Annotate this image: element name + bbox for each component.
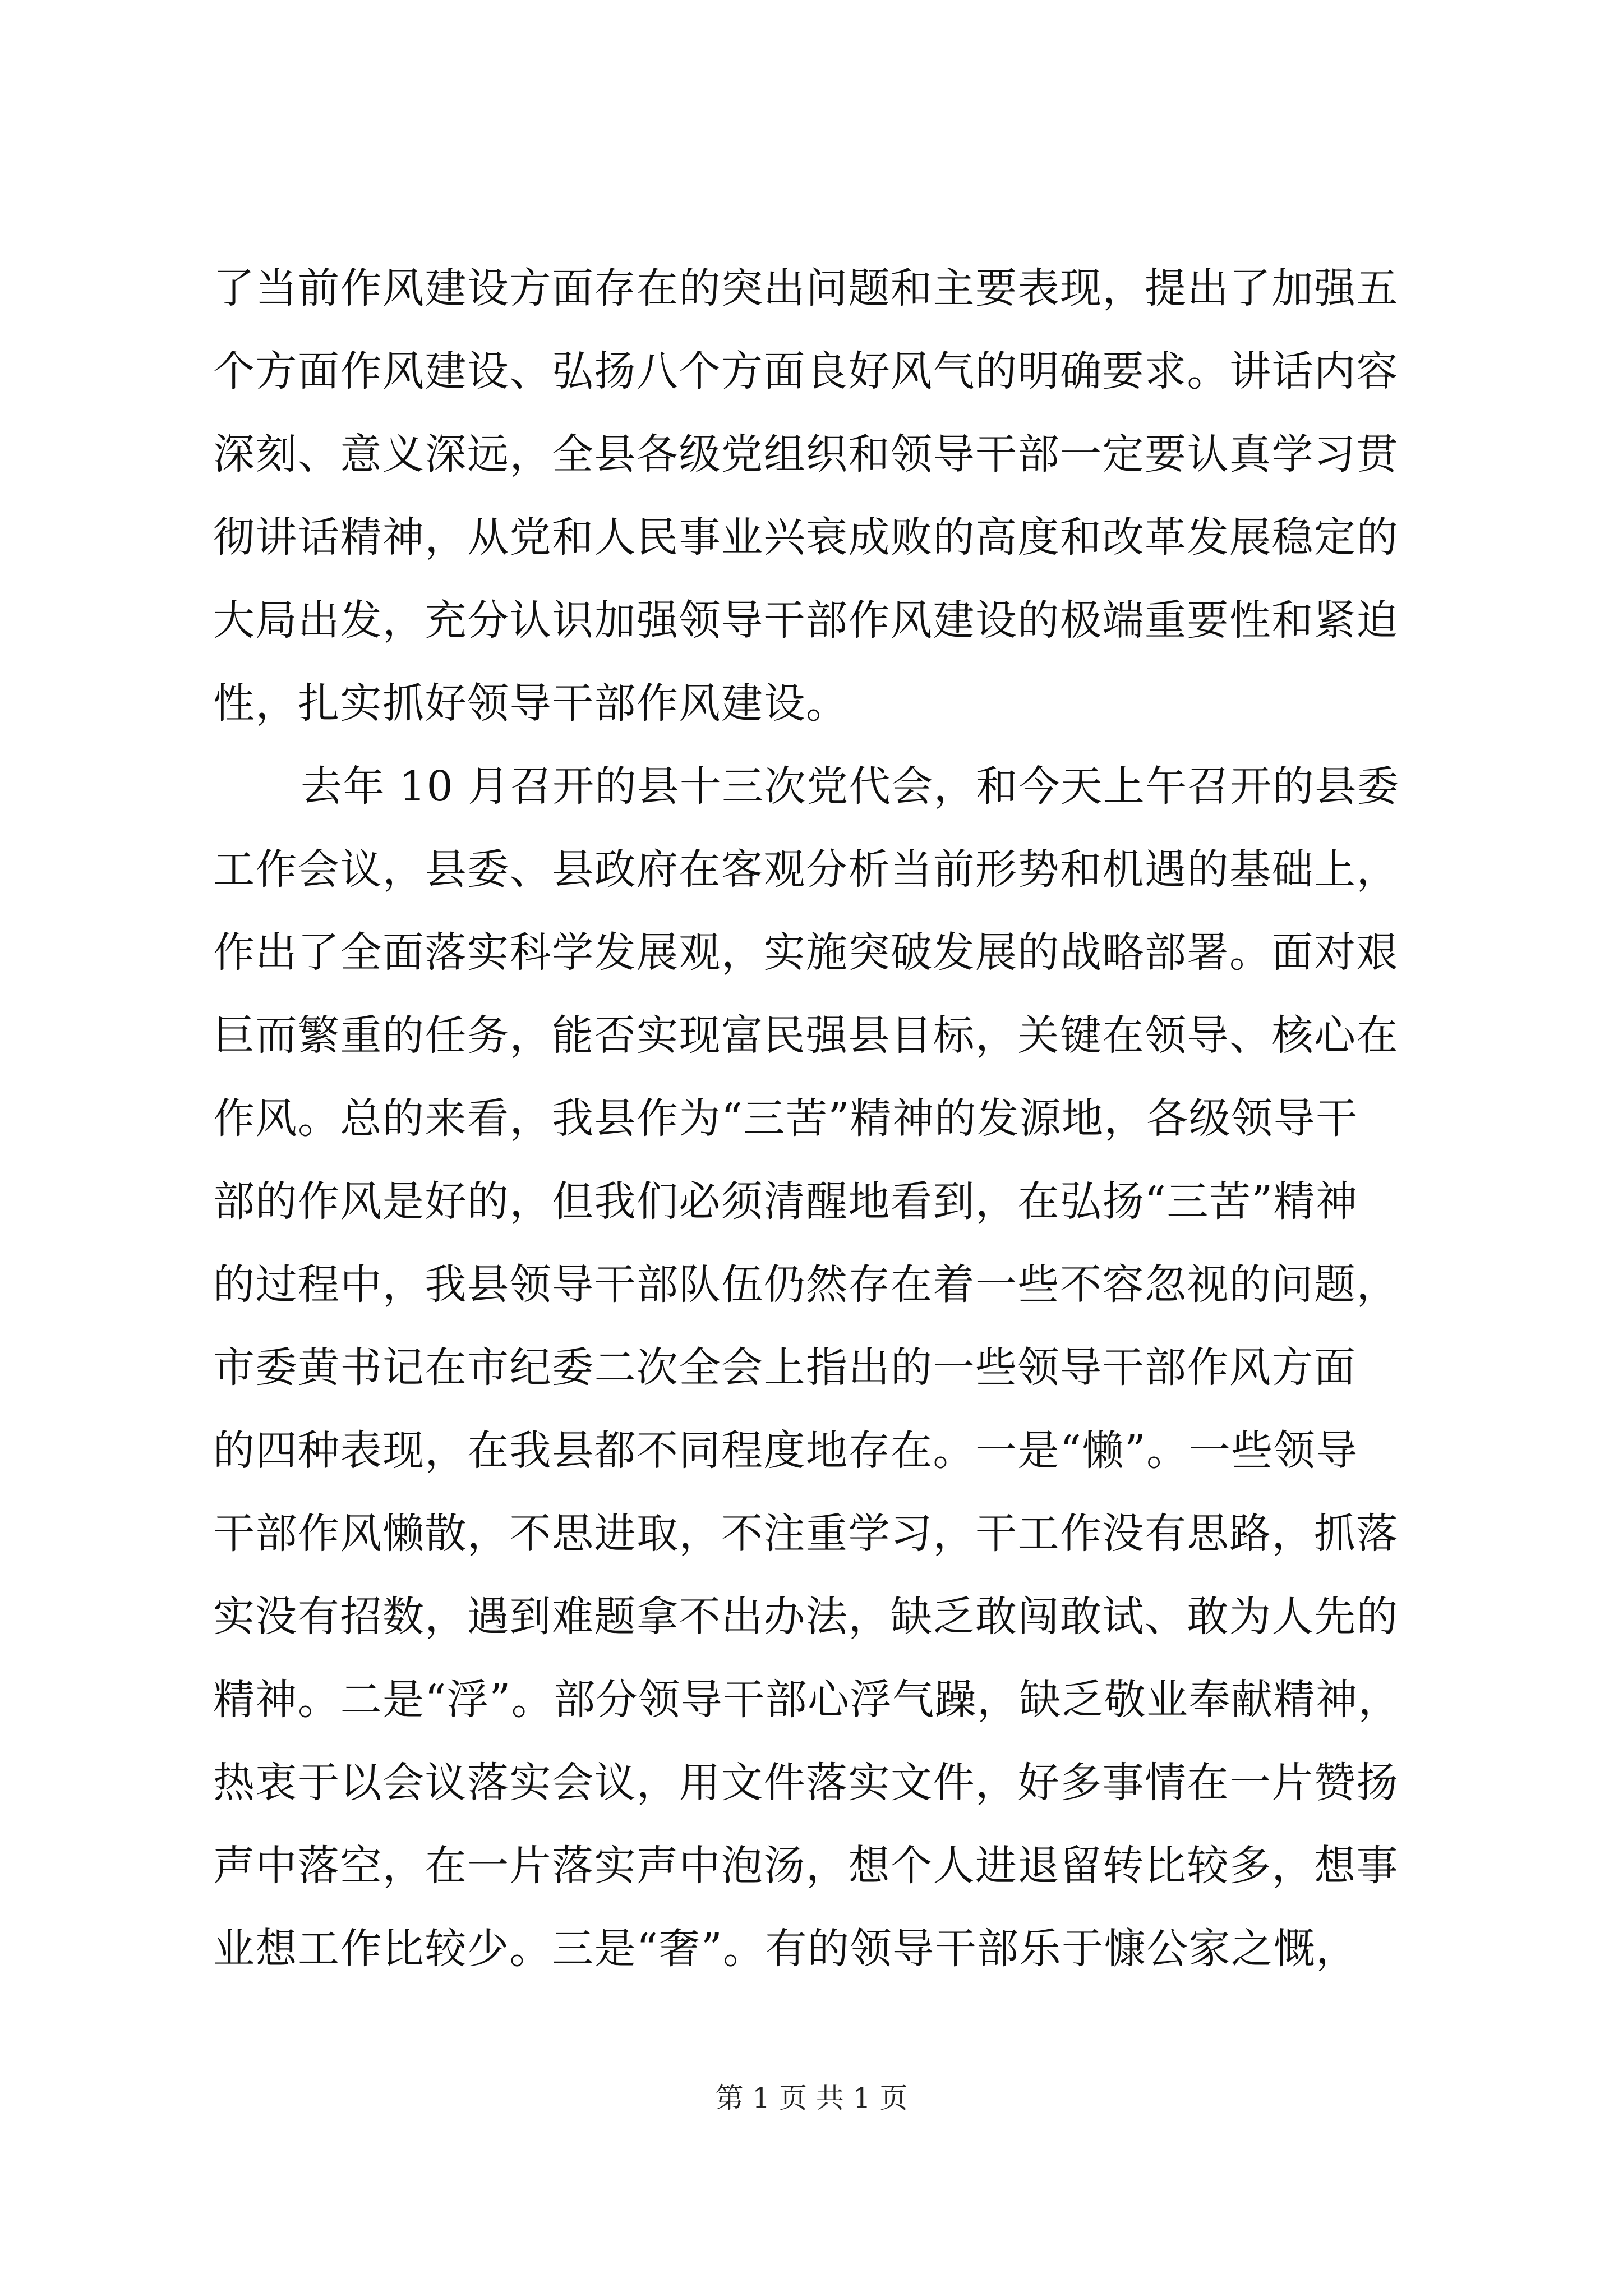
text-line: 作出了全面落实科学发展观，实施突破发展的战略部署。面对艰 [213, 928, 1399, 977]
page-number-label: 第 1 页 共 1 页 [715, 2082, 908, 2114]
document-body [213, 247, 1413, 1990]
text-line: 工作会议，县委、县政府在客观分析当前形势和机遇的基础上， [213, 845, 1399, 894]
text-line: 声中落空，在一片落实声中泡汤，想个人进退留转比较多，想事 [213, 1842, 1399, 1890]
text-line: 业想工作比较少。三是“奢”。有的领导干部乐于慷公家之慨， [213, 1925, 1358, 1973]
text-line: 巨而繁重的任务，能否实现富民强县目标，关键在领导、核心在 [213, 1011, 1399, 1060]
text-line: 大局出发，充分认识加强领导干部作风建设的极端重要性和紧迫 [213, 596, 1399, 645]
page-footer [0, 2076, 1623, 2116]
text-line: 市委黄书记在市纪委二次全会上指出的一些领导干部作风方面 [213, 1343, 1357, 1392]
text-line: 彻讲话精神，从党和人民事业兴衰成败的高度和改革发展稳定的 [213, 513, 1399, 562]
paragraph-2 [213, 745, 1413, 1990]
text-line: 性，扎实抓好领导干部作风建设。 [213, 679, 849, 728]
text-line: 作风。总的来看，我县作为“三苦”精神的发源地，各级领导干 [213, 1094, 1358, 1143]
text-line: 去年 10 月召开的县十三次党代会，和今天上午召开的县委 [301, 762, 1400, 811]
text-line: 干部作风懒散，不思进取，不注重学习，干工作没有思路，抓落 [213, 1510, 1399, 1558]
paragraph-1 [213, 247, 1413, 745]
text-line: 精神。二是“浮”。部分领导干部心浮气躁，缺乏敬业奉献精神， [213, 1676, 1401, 1724]
text-line: 个方面作风建设、弘扬八个方面良好风气的明确要求。讲话内容 [213, 347, 1399, 395]
text-line: 了当前作风建设方面存在的突出问题和主要表现，提出了加强五 [213, 264, 1399, 312]
text-line: 的过程中，我县领导干部队伍仍然存在着一些不容忽视的问题， [213, 1260, 1399, 1309]
text-line: 部的作风是好的，但我们必须清醒地看到，在弘扬“三苦”精神 [213, 1177, 1358, 1226]
text-line: 的四种表现，在我县都不同程度地存在。一是“懒”。一些领导 [213, 1427, 1358, 1475]
text-line: 热衷于以会议落实会议，用文件落实文件，好多事情在一片赞扬 [213, 1759, 1399, 1807]
text-line: 实没有招数，遇到难题拿不出办法，缺乏敢闯敢试、敢为人先的 [213, 1593, 1399, 1641]
text-line: 深刻、意义深远，全县各级党组织和领导干部一定要认真学习贯 [213, 430, 1399, 478]
